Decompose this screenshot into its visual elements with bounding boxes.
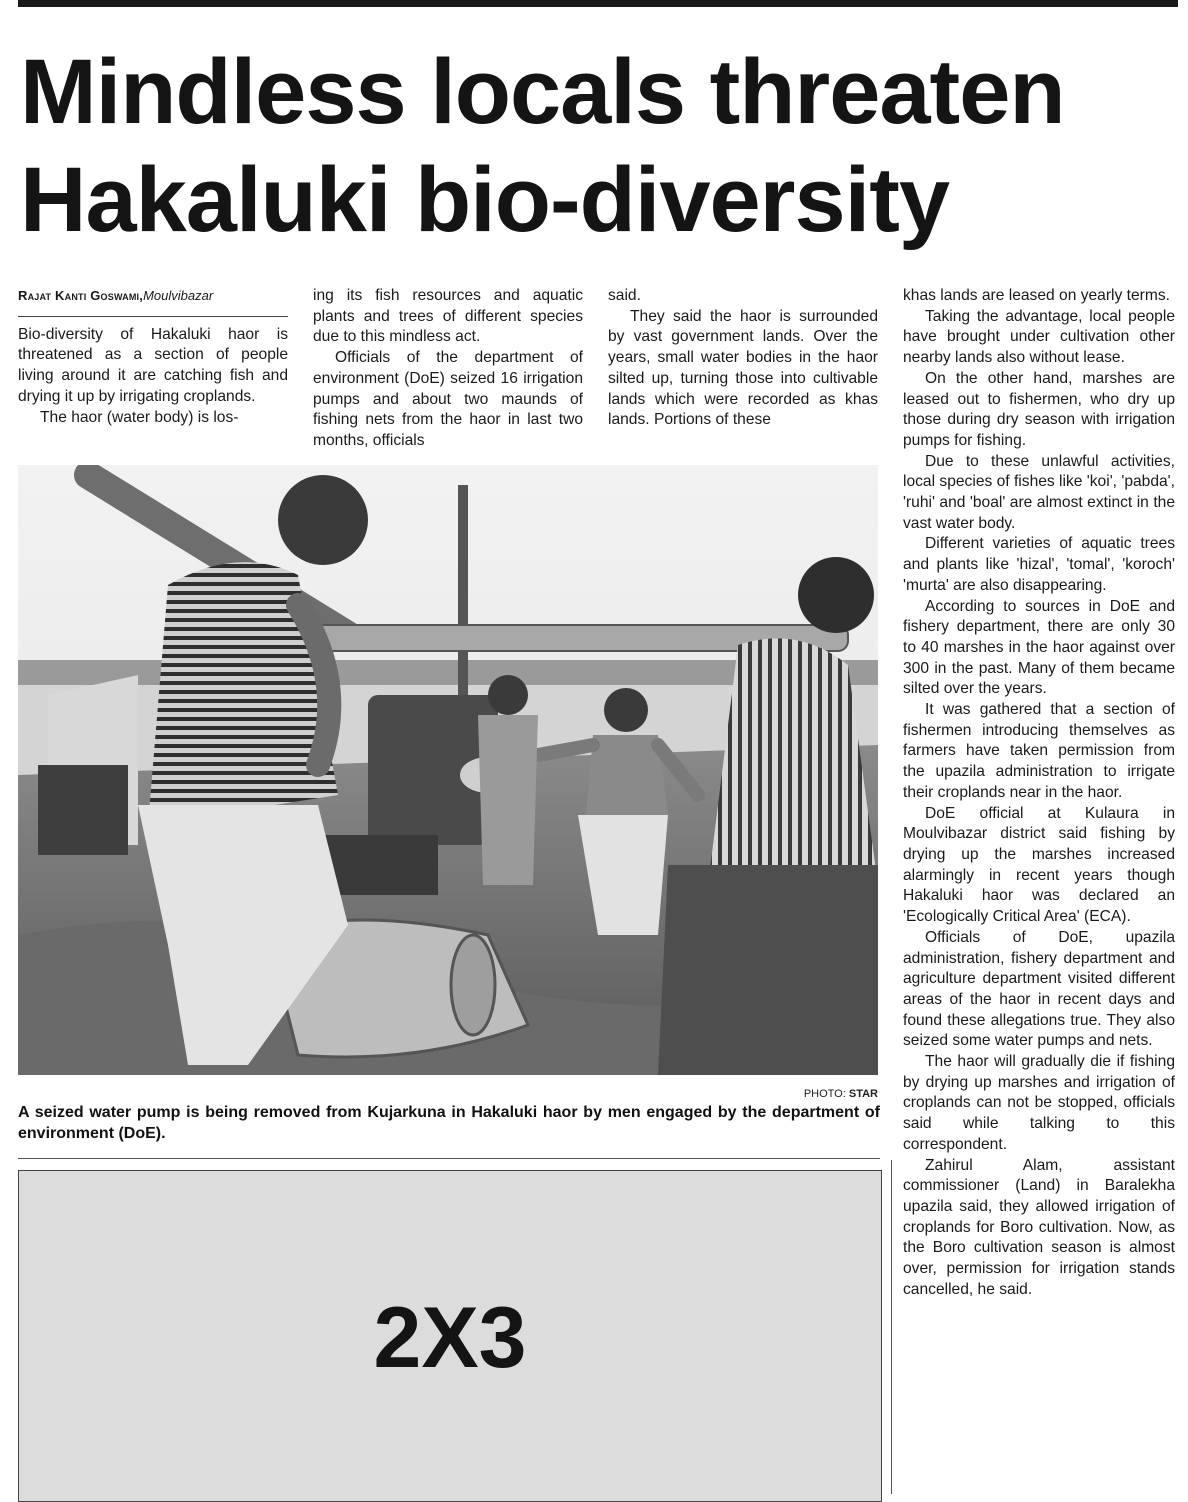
byline-author: Rajat Kanti Goswami, [18,288,144,303]
paragraph: The haor (water body) is los- [40,408,239,426]
ad-size-label: 2X3 [373,1290,527,1386]
photo-credit-label: PHOTO: [803,1088,846,1100]
paragraph: According to sources in DoE and fishery department, there are only 30 to 40 marshes in the haor against over 300 in the past. Many of them became silted over the years. [903,597,1175,698]
paragraph: Taking the advantage, local people have brought under cultivation other nearby lands also without lease. [903,307,1175,367]
paragraph: The haor will gradually die if fishing by drying up marshes and irrigation of croplands can not be stopped, officials said while talking to this correspondent. [903,1053,1175,1153]
paragraph: ing its fish resources and aquatic plants and trees of different species due to this mindless act. [313,287,583,346]
column-divider [891,1160,892,1494]
article-column-2 [313,286,583,452]
headline [20,38,1170,254]
headline-line-1: Mindless locals threaten [20,41,1065,143]
byline-location: Moulvibazar [143,288,214,303]
paragraph: It was gathered that a section of fishermen introducing themselves as farmers have taken permission from the upazila administration to irrigate their croplands near in the haor. [903,701,1175,801]
byline-rule [18,316,288,317]
photo-credit [790,1088,878,1100]
article-column-3 [608,286,878,431]
headline-line-2: Hakaluki bio-diversity [20,149,949,251]
article-column-1 [18,286,288,428]
paragraph: Bio-diversity of Hakaluki haor is threatened as a section of people living around it are catching fish and drying it up by irrigating croplands. [18,325,288,405]
article-column-4 [903,286,1175,1300]
paragraph: Officials of DoE, upazila administration, fishery department and agriculture department visited different areas of the haor in recent days and found these allegations true. They also seized some water pumps and nets. [903,928,1175,1050]
news-photo [18,465,878,1075]
photo-illustration [18,465,878,1075]
ad-placeholder [18,1170,882,1502]
byline [18,286,288,307]
top-rule [18,0,1178,7]
paragraph: They said the haor is surrounded by vast government lands. Over the years, small water bodies in the haor silted up, turning those into cultivable lands which were recorded as khas lands. Portions of these [608,307,878,429]
caption-rule [18,1158,880,1159]
paragraph: khas lands are leased on yearly terms. [903,287,1170,304]
paragraph: said. [608,287,641,304]
paragraph: Zahirul Alam, assistant commissioner (Land) in Baralekha upazila said, they allowed irrigation of croplands for Boro cultivation. Now, as the Boro cultivation season is almost over, permission for irrigation stands cancelled, he said. [903,1156,1175,1298]
man-background-left [38,675,138,855]
paragraph: Officials of the department of environment (DoE) seized 16 irrigation pumps and about two maunds of fishing nets from the haor in last two months, officials [313,349,583,449]
paragraph: DoE official at Kulaura in Moulvibazar district said fishing by drying up the marshes increased alarmingly in recent years though Hakaluki haor was declared an 'Ecologically Critical Area' (ECA). [903,804,1175,926]
photo-caption: A seized water pump is being removed from Kujarkuna in Hakaluki haor by men engaged by the department of environment (DoE). [18,1104,880,1142]
paragraph: On the other hand, marshes are leased out to fishermen, who dry up those during dry season with irrigation pumps for fishing. [903,369,1175,449]
paragraph: Different varieties of aquatic trees and plants like 'hizal', 'tomal', 'koroch' 'murta' are also disappearing. [903,535,1175,594]
paragraph: Due to these unlawful activities, local species of fishes like 'koi', 'pabda', 'ruhi' and 'boal' are almost extinct in the vast water body. [903,452,1175,532]
photo-credit-source: STAR [848,1088,878,1100]
